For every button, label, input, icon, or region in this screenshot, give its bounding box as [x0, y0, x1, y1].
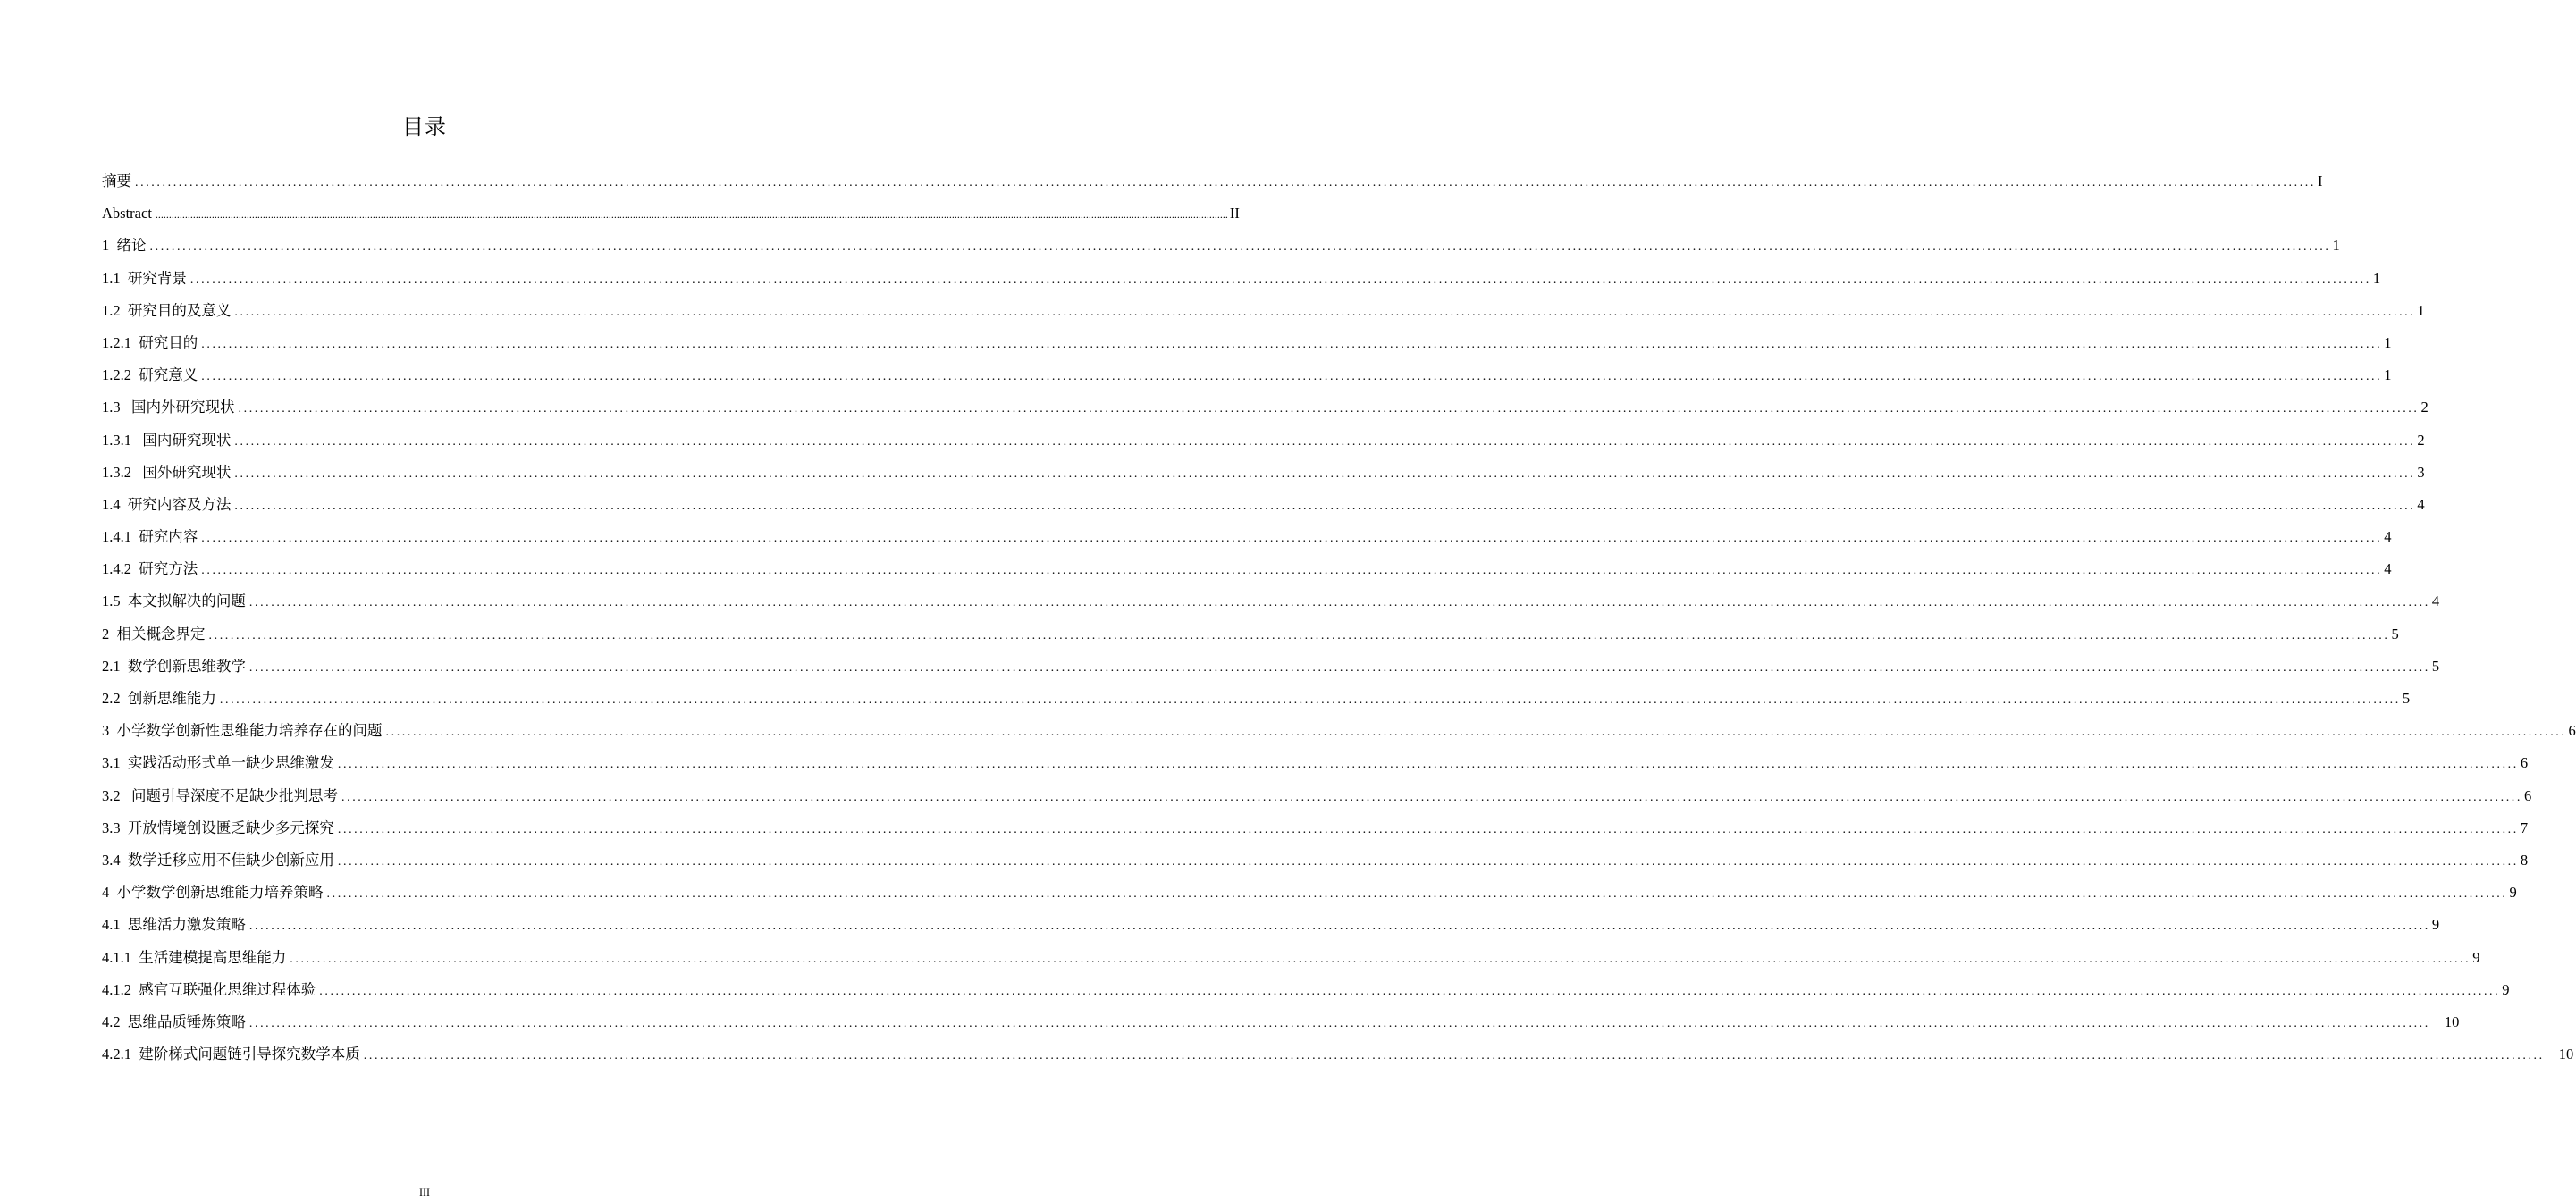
- toc-dot-leader: ................................................................................................................................................................................................................................................................................................................................................................................................................: [208, 628, 2390, 642]
- toc-entry-page: 5: [2431, 657, 2440, 675]
- toc-entry: [102, 197, 1240, 230]
- toc-entry: [102, 715, 2576, 747]
- toc-entry: [102, 521, 2392, 553]
- toc-dot-leader: ................................................................................................................................................................................................................................................................................................................................................................................................................: [363, 1049, 2545, 1063]
- toc-entry-page: 5: [2402, 690, 2411, 707]
- toc-entry-label: 4 小学数学创新思维能力培养策略: [102, 884, 324, 902]
- toc-entry-page: 8: [2520, 851, 2529, 869]
- toc-entry: [102, 424, 2425, 457]
- toc-entry: [102, 974, 2510, 1006]
- toc-dot-leader: ................................................................................................................................................................................................................................................................................................................................................................................................................: [219, 693, 2401, 707]
- toc-entry: [102, 553, 2392, 585]
- toc-entry-page: 2: [2420, 399, 2429, 416]
- toc-entry-label: 1.2.1 研究目的: [102, 333, 198, 351]
- toc-entry-label: 摘要: [102, 172, 131, 189]
- toc-entry-label: 4.1.1 生活建模提高思维能力: [102, 948, 287, 966]
- toc-entry: [102, 877, 2517, 909]
- toc-entry: [102, 165, 2323, 197]
- toc-entry-page: 6: [2568, 722, 2576, 740]
- toc-entry-label: 3 小学数学创新性思维能力培养存在的问题: [102, 722, 383, 740]
- toc-entry: [102, 263, 2381, 295]
- toc-dot-leader: ................................................................................................................................................................................................................................................................................................................................................................................................................: [319, 984, 2501, 998]
- toc-dot-leader: ................................................................................................................................................................................................................................................................................................................................................................................................................: [201, 532, 2383, 546]
- toc-dot-leader: ................................................................................................................................................................................................................................................................................................................................................................................................................: [234, 499, 2416, 513]
- toc-entry: [102, 844, 2529, 877]
- toc-entry-page: 4: [2384, 528, 2392, 546]
- toc-entry-label: 2.1 数学创新思维教学: [102, 657, 246, 675]
- toc-entry-page: 1: [2332, 237, 2340, 255]
- toc-dot-leader: ................................................................................................................................................................................................................................................................................................................................................................................................................: [234, 305, 2416, 319]
- toc-dot-leader: ................................................................................................................................................................................................................................................................................................................................................................................................................: [337, 822, 2519, 836]
- toc-entry-label: 3.2 问题引导深度不足缺少批判思考: [102, 786, 338, 804]
- toc-dot-leader: ................................................................................................................................................................................................................................................................................................................................................................................................................: [135, 176, 2316, 189]
- toc-entry-page: 9: [2509, 884, 2517, 902]
- toc-entry-page: 3: [2417, 463, 2425, 481]
- toc-entry-label: 1.3.2 国外研究现状: [102, 463, 232, 481]
- toc-entry: [102, 683, 2411, 715]
- toc-dot-leader: ................................................................................................................................................................................................................................................................................................................................................................................................................: [385, 726, 2567, 740]
- toc-entry-label: 4.2.1 建阶梯式问题链引导探究数学本质: [102, 1046, 360, 1063]
- toc-entry-page: 1: [2417, 301, 2425, 319]
- toc-entry: [102, 909, 2440, 941]
- toc-entry: [102, 295, 2425, 327]
- toc-entry-page: 9: [2431, 916, 2440, 934]
- toc-dot-leader: ................................................................................................................................................................................................................................................................................................................................................................................................................: [201, 564, 2383, 578]
- toc-entry-label: 4.1 思维活力激发策略: [102, 916, 246, 934]
- toc-entry: [102, 651, 2440, 683]
- toc-entry-label: 1.3 国内外研究现状: [102, 399, 235, 416]
- toc-entry-page: 1: [2384, 333, 2392, 351]
- toc-entry-label: 1.2.2 研究意义: [102, 366, 198, 384]
- toc-entry-page: 7: [2520, 819, 2529, 836]
- toc-dot-leader: ................................................................................................................................................................................................................................................................................................................................................................................................................: [326, 887, 2508, 902]
- page-title: 目录: [402, 114, 447, 139]
- toc-entry-label: 1.4.2 研究方法: [102, 560, 198, 578]
- toc-entry-page: 2: [2417, 431, 2425, 449]
- toc-entry-label: 4.2 思维品质锤炼策略: [102, 1012, 246, 1030]
- toc-dot-leader: ................................................................................................................................................................................................................................................................................................................................................................................................................: [201, 370, 2383, 384]
- toc-dot-leader: ................................................................................................................................................................................................................................................................................................................................................................................................................: [248, 1016, 2430, 1030]
- page-number-footer: III: [419, 1186, 430, 1198]
- toc-entry-page: 9: [2472, 948, 2480, 966]
- toc-entry-page: 6: [2520, 754, 2529, 772]
- toc-entry: [102, 585, 2440, 617]
- toc-entry: [102, 489, 2425, 521]
- toc-entry: [102, 391, 2429, 424]
- toc-entry-label: 1.3.1 国内研究现状: [102, 431, 232, 449]
- toc-entry: [102, 812, 2529, 844]
- toc-entry-page: 4: [2431, 592, 2440, 610]
- toc-entry: [102, 359, 2392, 391]
- toc-entry-page: 9: [2502, 980, 2510, 998]
- toc-entry: [102, 1038, 2574, 1071]
- toc-entry-label: 1.1 研究背景: [102, 269, 187, 287]
- toc-entry-page: I: [2318, 172, 2323, 189]
- toc-entry-page: 10: [2558, 1046, 2574, 1063]
- toc-entry-label: 3.4 数学迁移应用不佳缺少创新应用: [102, 851, 334, 869]
- toc-entry-page: 6: [2524, 786, 2532, 804]
- toc-entry-label: 1.2 研究目的及意义: [102, 301, 232, 319]
- toc-entry-label: 4.1.2 感官互联强化思维过程体验: [102, 980, 316, 998]
- toc-entry-page: 10: [2444, 1012, 2460, 1030]
- toc-entry-label: 3.3 开放情境创设匮乏缺少多元探究: [102, 819, 334, 836]
- toc-dot-leader: ................................................................................................................................................................................................................................................................................................................................................................................................................: [189, 273, 2371, 287]
- toc-entry-page: 5: [2391, 625, 2399, 642]
- toc-dot-leader: ................................................................................................................................................................................................................................................................................................................................................................................................................: [234, 466, 2416, 481]
- toc-entry: [102, 230, 2340, 262]
- toc-dot-leader: ................................................................................................................................................................................................................................................................................................................................................................................................................: [337, 854, 2519, 869]
- toc-entry: [102, 457, 2425, 489]
- toc-entry: [102, 1006, 2460, 1038]
- toc-dot-leader: ................................................................................................................................................................................................................................................................................................................................................................................................................: [238, 402, 2420, 416]
- table-of-contents: [102, 165, 2576, 1071]
- toc-dot-leader: ................................................................................................................................................................................................................................................................................................................................................................................................................: [248, 920, 2430, 934]
- toc-entry: [102, 780, 2532, 812]
- toc-entry: [102, 618, 2399, 651]
- toc-entry-page: 1: [2384, 366, 2392, 384]
- toc-entry-page: 4: [2417, 495, 2425, 513]
- toc-entry-label: 3.1 实践活动形式单一缺少思维激发: [102, 754, 334, 772]
- toc-entry-label: 1.4 研究内容及方法: [102, 495, 232, 513]
- toc-entry-page: 1: [2372, 269, 2381, 287]
- toc-entry: [102, 747, 2529, 779]
- toc-dot-leader: ................................................................................................................................................................................................................................................................................................................................................................................................................: [234, 434, 2416, 449]
- toc-dot-leader: ................................................................................................................................................................................................................................................................................................................................................................................................................: [248, 596, 2430, 610]
- toc-entry-label: 1 绪论: [102, 237, 147, 255]
- toc-entry-label: 1.5 本文拟解决的问题: [102, 592, 246, 610]
- toc-entry: [102, 327, 2392, 359]
- toc-entry-label: 2.2 创新思维能力: [102, 690, 216, 707]
- toc-dot-leader: ................................................................................................................................................................................................................................................................................................................................................................................................................: [149, 240, 2331, 255]
- toc-entry-page: 4: [2384, 560, 2392, 578]
- toc-dot-leader: ................................................................................................................................................................................................................................................................................................................................................................................................................: [337, 758, 2519, 772]
- toc-entry-page: II: [1229, 205, 1240, 223]
- toc-entry: [102, 942, 2480, 974]
- toc-dot-leader: ................................................................................................................................................................................................................................................................................................................................................................................................................: [201, 337, 2383, 351]
- toc-dot-leader: ................................................................................................................................................................................................................................................................................................................................................................................................................: [155, 208, 1228, 222]
- toc-entry-label: Abstract: [102, 205, 152, 223]
- toc-dot-leader: ................................................................................................................................................................................................................................................................................................................................................................................................................: [290, 952, 2471, 966]
- toc-dot-leader: ................................................................................................................................................................................................................................................................................................................................................................................................................: [341, 790, 2522, 804]
- toc-dot-leader: ................................................................................................................................................................................................................................................................................................................................................................................................................: [248, 660, 2430, 675]
- toc-entry-label: 1.4.1 研究内容: [102, 528, 198, 546]
- toc-entry-label: 2 相关概念界定: [102, 625, 206, 642]
